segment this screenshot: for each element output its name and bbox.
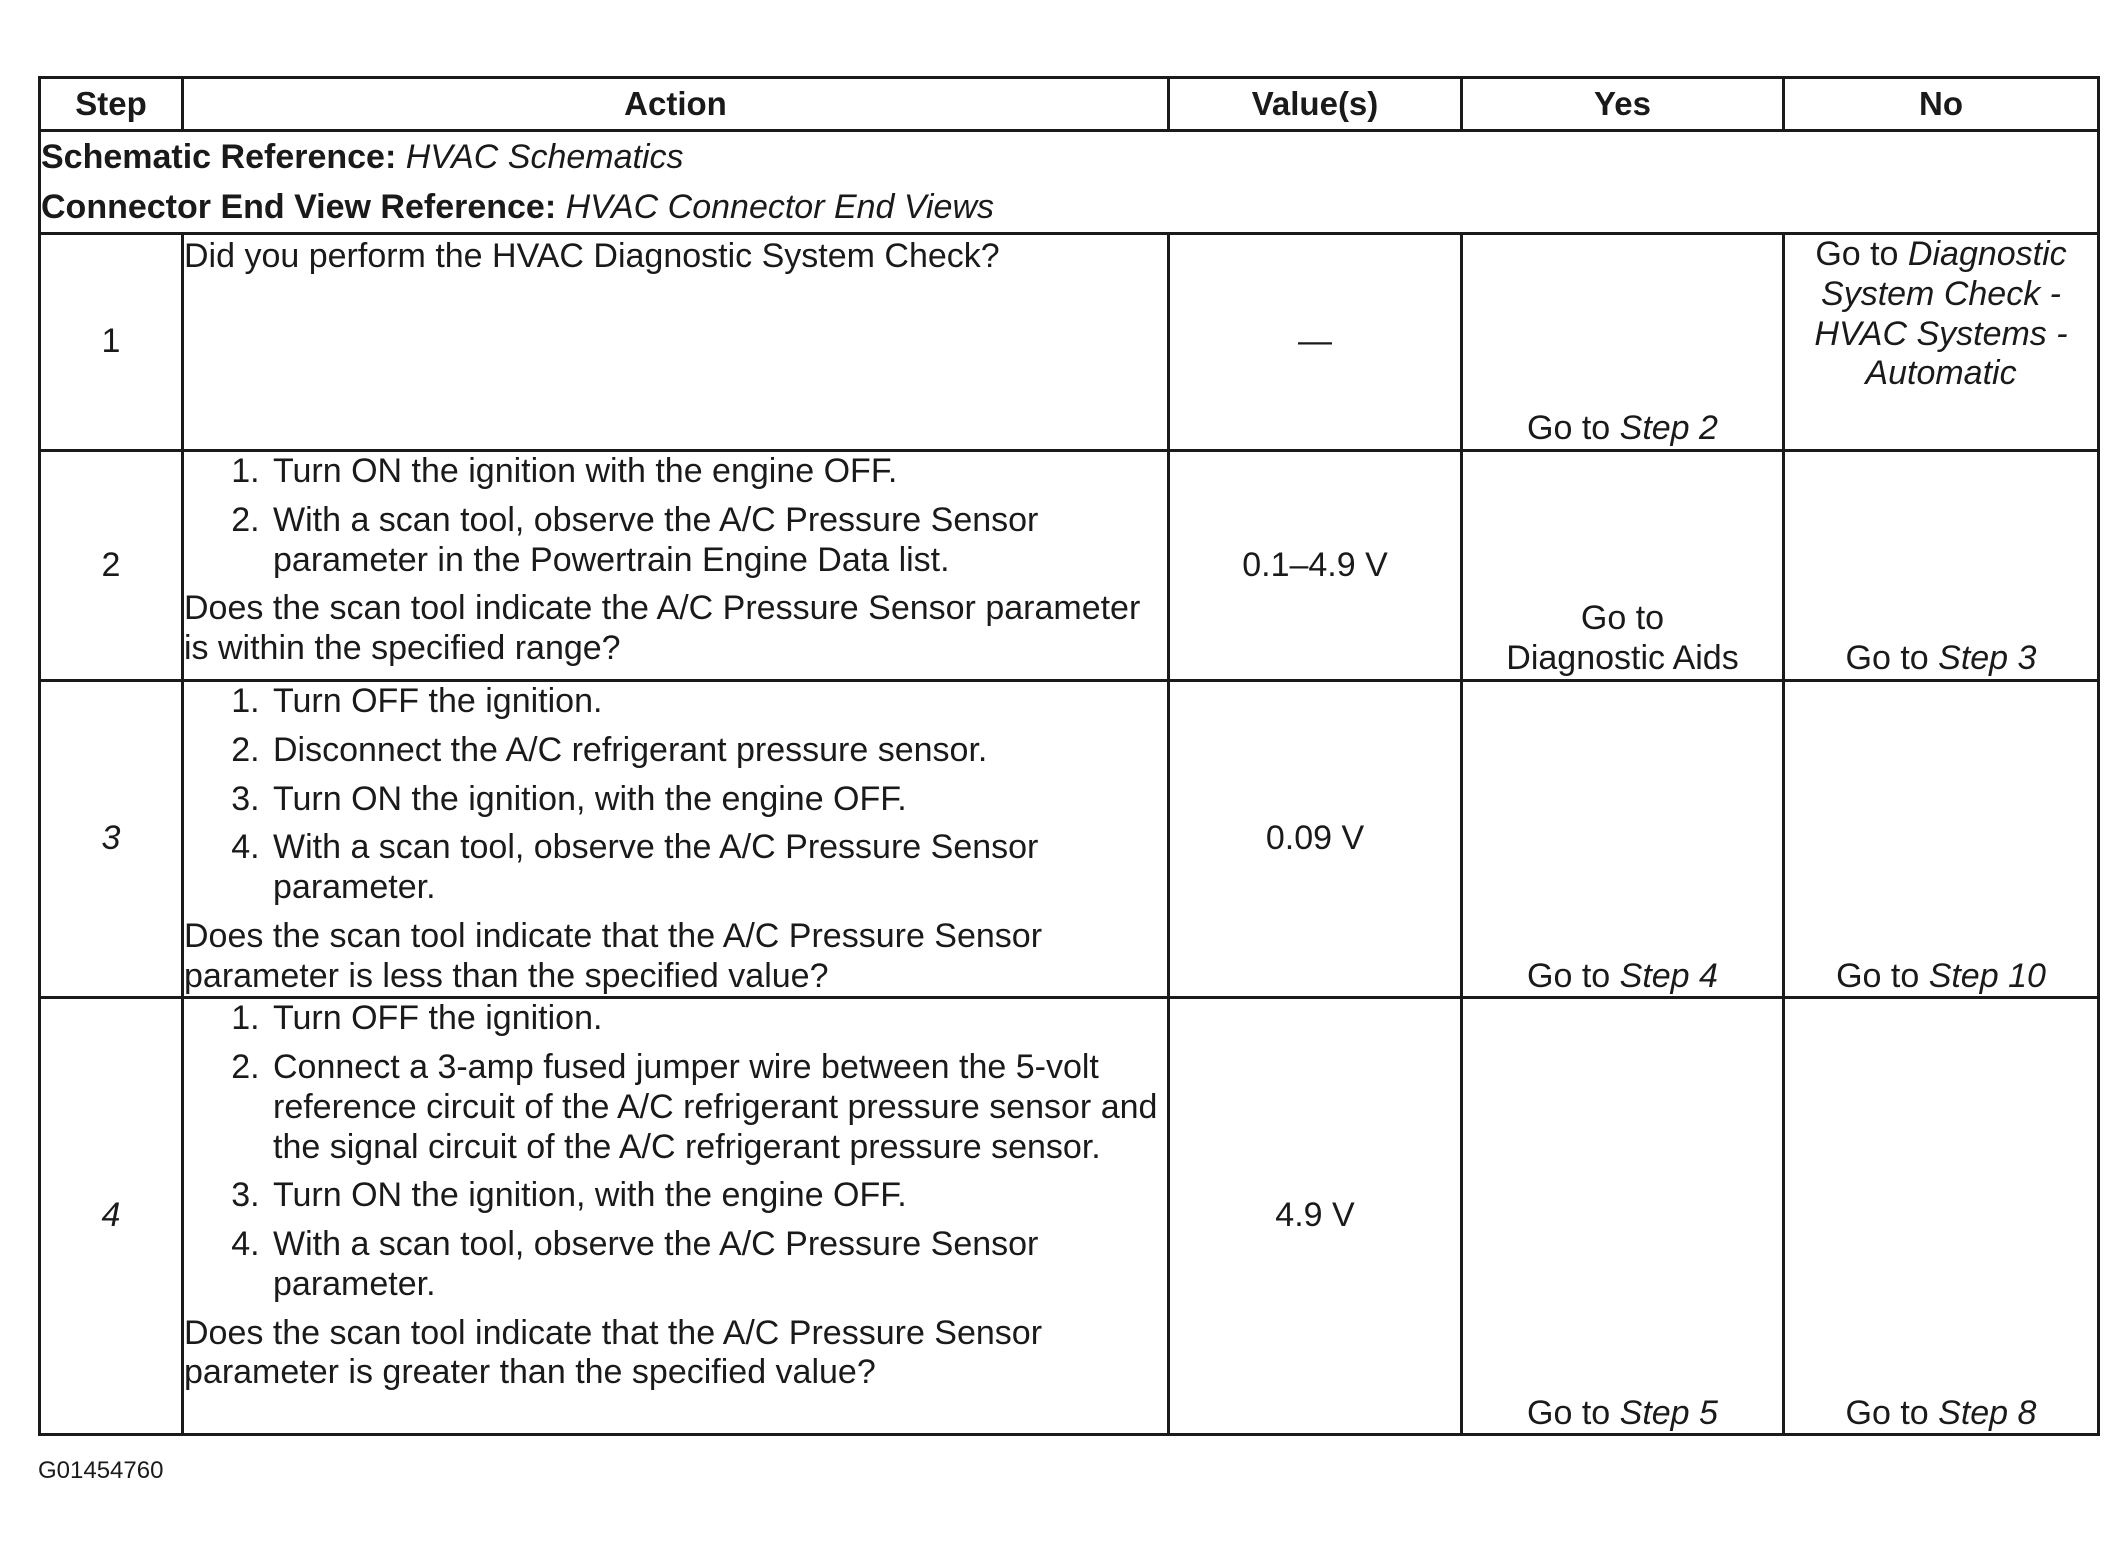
yes-link[interactable]: Step 2 xyxy=(1619,409,1718,448)
substep: 2. With a scan tool, observe the A/C Pressure Sensor parameter in the Powertrain Engine Data list. xyxy=(269,501,1167,581)
schematic-reference-label: Schematic Reference: xyxy=(41,138,397,176)
connector-reference-label: Connector End View Reference: xyxy=(41,188,557,226)
substep-list xyxy=(184,999,1167,1304)
step-number: 2 xyxy=(40,451,183,681)
yes-prefix: Go to xyxy=(1527,1393,1620,1432)
substep: 1. Turn OFF the ignition. xyxy=(269,999,1167,1039)
connector-reference-link[interactable]: HVAC Connector End Views xyxy=(565,188,994,226)
header-yes: Yes xyxy=(1462,78,1784,131)
header-no: No xyxy=(1784,78,2099,131)
substep-list xyxy=(184,682,1167,908)
yes-cell xyxy=(1462,451,1784,681)
no-prefix: Go to xyxy=(1845,639,1939,678)
no-link[interactable]: Step 3 xyxy=(1938,639,2037,678)
substep: 1. Turn ON the ignition with the engine OFF. xyxy=(269,452,1167,492)
no-prefix: Go to xyxy=(1815,235,1908,273)
yes-link[interactable]: Diagnostic Aids xyxy=(1506,639,1739,678)
no-link[interactable]: Diagnostic System Check - HVAC Systems - Automatic xyxy=(1814,235,2068,393)
table-row xyxy=(40,234,2099,451)
action-cell xyxy=(183,681,1169,998)
substep: 4. With a scan tool, observe the A/C Pressure Sensor parameter. xyxy=(269,1225,1167,1305)
header-action: Action xyxy=(183,78,1169,131)
no-cell xyxy=(1784,451,2099,681)
no-cell xyxy=(1784,234,2099,451)
action-question: Does the scan tool indicate the A/C Pressure Sensor parameter is within the specified range? xyxy=(184,589,1141,668)
value-cell: 4.9 V xyxy=(1169,998,1462,1435)
yes-cell xyxy=(1462,998,1784,1435)
header-step: Step xyxy=(40,78,183,131)
action-cell xyxy=(183,998,1169,1435)
table-row xyxy=(40,681,2099,998)
action-question: Does the scan tool indicate that the A/C Pressure Sensor parameter is greater than the specified value? xyxy=(184,1313,1043,1392)
no-link[interactable]: Step 10 xyxy=(1928,956,2046,995)
schematic-reference xyxy=(41,132,2097,182)
substep: 1. Turn OFF the ignition. xyxy=(269,682,1167,722)
substep: 2. Disconnect the A/C refrigerant pressure sensor. xyxy=(269,731,1167,771)
yes-cell xyxy=(1462,681,1784,998)
substep: 3. Turn ON the ignition, with the engine OFF. xyxy=(269,780,1167,820)
action-question: Does the scan tool indicate that the A/C Pressure Sensor parameter is less than the specified value? xyxy=(184,916,1043,995)
value-cell: — xyxy=(1169,234,1462,451)
table-header-row xyxy=(40,78,2099,131)
step-number: 4 xyxy=(40,998,183,1435)
value-cell: 0.1–4.9 V xyxy=(1169,451,1462,681)
no-prefix: Go to xyxy=(1845,1393,1939,1432)
reference-row xyxy=(40,131,2099,234)
step-number: 1 xyxy=(40,234,183,451)
table-row xyxy=(40,998,2099,1435)
yes-prefix: Go to xyxy=(1527,956,1620,995)
table-row xyxy=(40,451,2099,681)
yes-link[interactable]: Step 5 xyxy=(1619,1393,1718,1432)
action-question: Did you perform the HVAC Diagnostic System Check? xyxy=(184,237,1000,275)
header-values: Value(s) xyxy=(1169,78,1462,131)
yes-link[interactable]: Step 4 xyxy=(1619,956,1718,995)
no-link[interactable]: Step 8 xyxy=(1938,1393,2037,1432)
action-cell xyxy=(183,234,1169,451)
step-number: 3 xyxy=(40,681,183,998)
yes-prefix: Go to xyxy=(1580,599,1665,638)
no-prefix: Go to xyxy=(1836,956,1929,995)
substep: 2. Connect a 3-amp fused jumper wire between the 5-volt reference circuit of the A/C refrigerant pressure sensor and the signal circuit of the A/C refrigerant pressure sensor. xyxy=(269,1048,1167,1167)
reference-cell xyxy=(40,131,2099,234)
figure-id: G01454760 xyxy=(38,1457,164,1484)
substep: 4. With a scan tool, observe the A/C Pressure Sensor parameter. xyxy=(269,828,1167,908)
connector-reference xyxy=(41,182,2097,232)
no-cell xyxy=(1784,998,2099,1435)
substep-list xyxy=(184,452,1167,580)
action-cell xyxy=(183,451,1169,681)
value-cell: 0.09 V xyxy=(1169,681,1462,998)
substep: 3. Turn ON the ignition, with the engine OFF. xyxy=(269,1176,1167,1216)
diagnostic-table xyxy=(38,76,2100,1436)
yes-cell xyxy=(1462,234,1784,451)
no-cell xyxy=(1784,681,2099,998)
yes-prefix: Go to xyxy=(1527,409,1620,448)
schematic-reference-link[interactable]: HVAC Schematics xyxy=(405,138,684,176)
